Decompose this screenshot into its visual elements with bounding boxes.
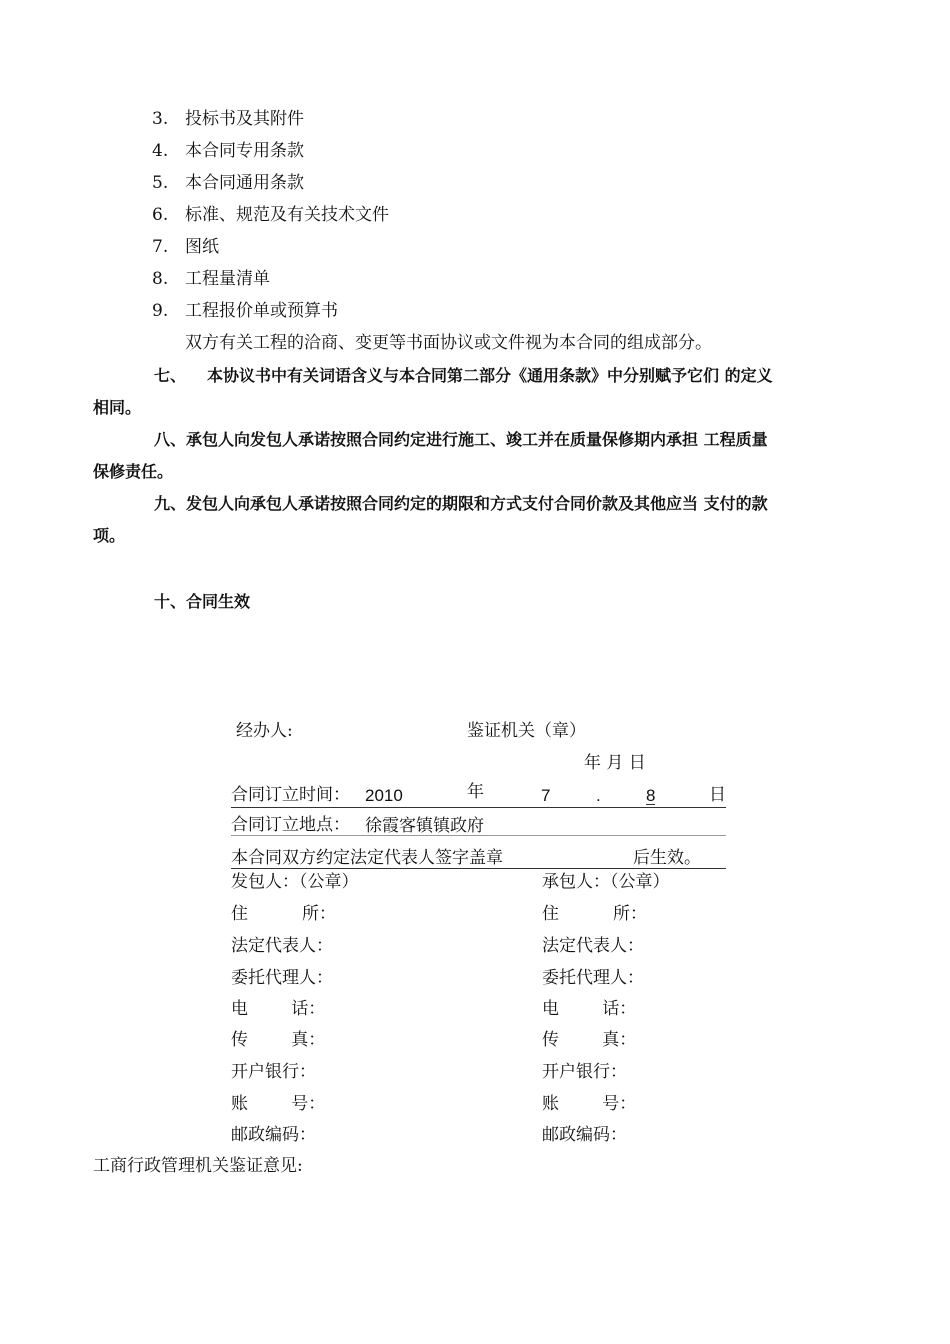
date-day: 8 [646,786,656,805]
list-number: 5. [152,173,169,193]
date-day-char: 日 [709,785,726,805]
footer-opinion: 工商行政管理机关鉴证意见: [93,1156,303,1176]
list-item [152,271,270,288]
employer-field: 发包人：（公章） [231,872,359,892]
list-item [152,175,304,192]
clause-seven-text-cont: 相同。 [93,398,142,417]
authority-label: 鉴证机关（章） [467,721,586,741]
clause-seven-heading: 七、 [154,366,187,385]
employer-field: 账 号： [231,1094,326,1114]
signing-place-row [231,816,726,836]
list-text: 图纸 [185,237,219,257]
effect-row [231,848,726,869]
place-label: 合同订立地点： [231,815,350,835]
list-item [152,303,338,320]
contractor-field: 开户银行： [542,1062,627,1082]
list-item [152,111,304,128]
list-text: 本合同通用条款 [185,173,304,193]
date-year: 2010 [365,786,403,805]
handler-label: 经办人: [236,721,293,741]
date-label: 合同订立时间： [231,785,350,805]
employer-field: 委托代理人： [231,968,333,988]
contractor-field: 账 号： [542,1094,637,1114]
clause-nine-text: 九、发包人向承包人承诺按照合同约定的期限和方式支付合同价款及其他应当 支付的款 [154,494,768,513]
clause-eight-text: 八、承包人向发包人承诺按照合同约定进行施工、竣工并在质量保修期内承担 工程质量 [154,430,768,449]
clause-eight-text-cont: 保修责任。 [93,462,174,481]
contractor-field: 委托代理人： [542,968,644,988]
list-text: 投标书及其附件 [185,109,304,129]
list-text: 工程报价单或预算书 [185,301,338,321]
employer-field: 电 话： [231,999,326,1019]
list-item [152,143,304,160]
date-year-char: 年 [467,782,484,802]
contractor-field: 邮政编码： [542,1125,627,1145]
clause-ten-heading: 十、合同生效 [154,592,251,611]
list-text: 标准、规范及有关技术文件 [185,205,389,225]
list-number: 7. [152,237,169,257]
employer-field: 开户银行： [231,1062,316,1082]
list-item [152,239,219,256]
contractor-field: 住 所： [542,904,648,924]
effect-text-end: 后生效。 [633,848,701,868]
contractor-field: 电 话： [542,999,637,1019]
clause-seven-text: 本协议书中有关词语含义与本合同第二部分《通用条款》中分别赋予它们 的定义 [207,366,773,385]
list-number: 9. [152,301,169,321]
signing-date-row [231,784,726,808]
list-number: 4. [152,141,169,161]
contractor-field: 法定代表人： [542,936,644,956]
employer-field: 邮政编码： [231,1125,316,1145]
authority-date: 年 月 日 [584,753,646,773]
list-text: 工程量清单 [185,269,270,289]
place-value: 徐霞客镇镇政府 [365,816,484,835]
employer-field: 法定代表人： [231,936,333,956]
list-item [152,207,389,224]
effect-text: 本合同双方约定法定代表人签字盖章 [231,848,503,868]
list-note: 双方有关工程的洽商、变更等书面协议或文件视为本合同的组成部分。 [185,333,712,353]
list-text: 本合同专用条款 [185,141,304,161]
date-dot: . [596,786,601,805]
list-number: 6. [152,205,169,225]
contractor-field: 承包人：（公章） [542,872,670,892]
list-number: 8. [152,269,169,289]
clause-nine-text-cont: 项。 [93,526,126,545]
contractor-field: 传 真： [542,1030,637,1050]
list-number: 3. [152,109,169,129]
employer-field: 传 真： [231,1030,326,1050]
employer-field: 住 所： [231,904,337,924]
date-month: 7 [541,786,551,805]
